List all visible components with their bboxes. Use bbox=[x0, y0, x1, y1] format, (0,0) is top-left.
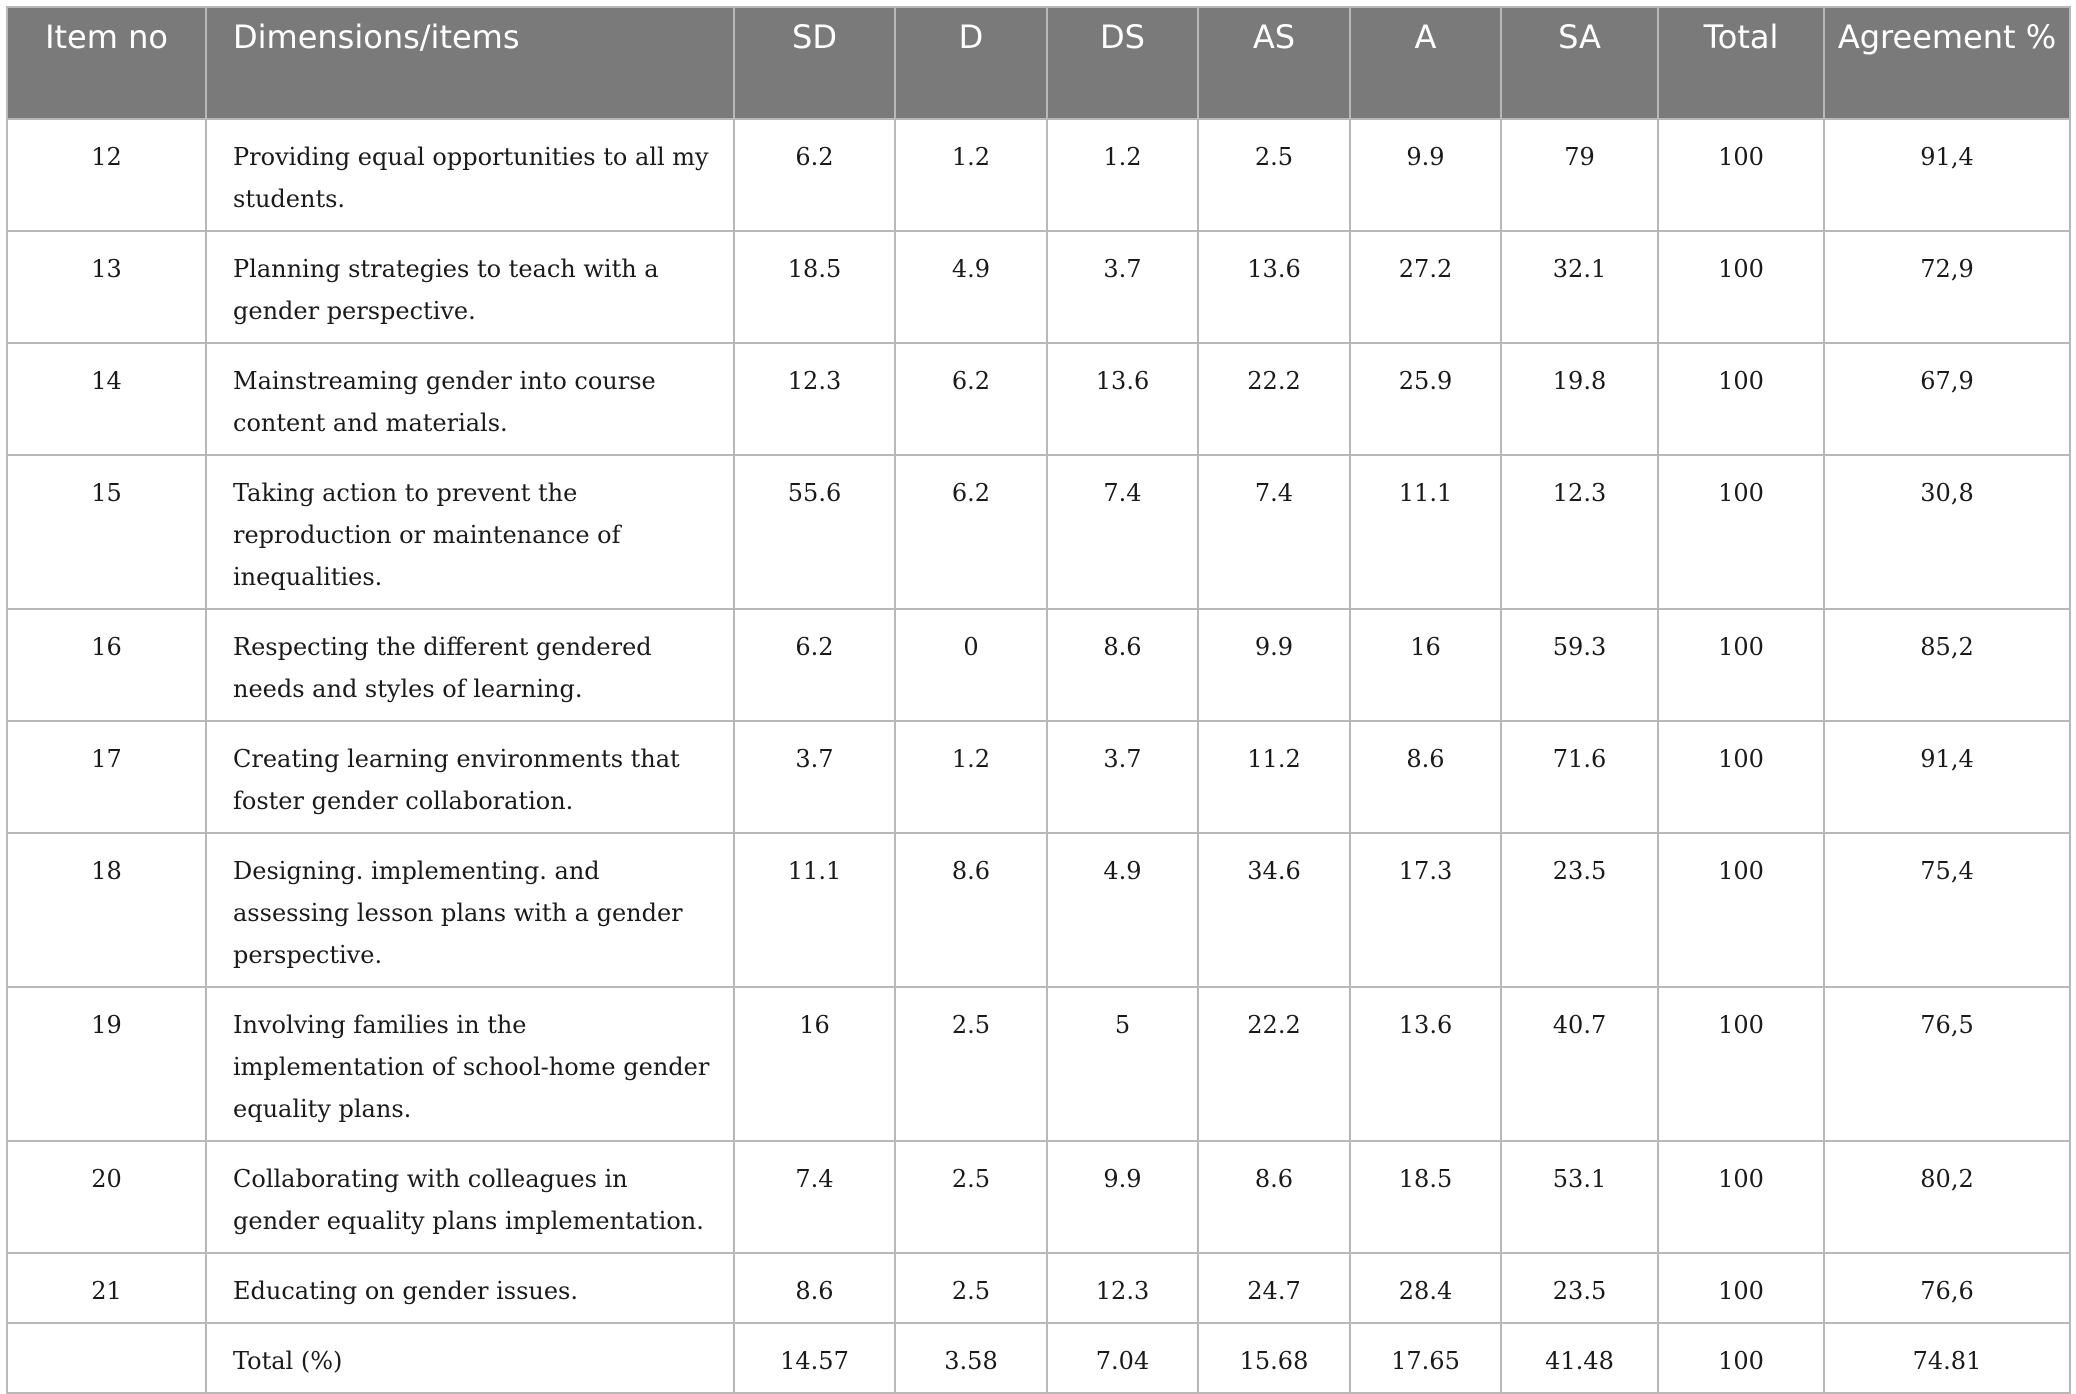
table-row bbox=[7, 1141, 2070, 1253]
cell-item-no bbox=[7, 1323, 206, 1393]
cell-a: 11.1 bbox=[1350, 455, 1501, 609]
cell-total: 100 bbox=[1658, 231, 1824, 343]
total-row bbox=[7, 1323, 2070, 1393]
table-row bbox=[7, 987, 2070, 1141]
cell-as: 24.7 bbox=[1198, 1253, 1350, 1323]
table-body bbox=[7, 119, 2070, 1393]
cell-as: 8.6 bbox=[1198, 1141, 1350, 1253]
cell-a: 27.2 bbox=[1350, 231, 1501, 343]
cell-a: 25.9 bbox=[1350, 343, 1501, 455]
cell-total: 100 bbox=[1658, 455, 1824, 609]
table-header bbox=[7, 7, 2070, 119]
cell-item-no: 16 bbox=[7, 609, 206, 721]
header-ds: DS bbox=[1047, 7, 1198, 119]
cell-agreement: 80,2 bbox=[1824, 1141, 2070, 1253]
cell-item-no: 21 bbox=[7, 1253, 206, 1323]
cell-a: 17.3 bbox=[1350, 833, 1501, 987]
cell-dimension: Respecting the different gendered needs and styles of learning. bbox=[206, 609, 734, 721]
cell-total: 100 bbox=[1658, 119, 1824, 231]
cell-a: 8.6 bbox=[1350, 721, 1501, 833]
cell-d: 1.2 bbox=[895, 721, 1047, 833]
cell-dimension: Providing equal opportunities to all my students. bbox=[206, 119, 734, 231]
cell-ds: 7.04 bbox=[1047, 1323, 1198, 1393]
cell-agreement: 76,5 bbox=[1824, 987, 2070, 1141]
cell-dimension: Involving families in the implementation of school-home gender equality plans. bbox=[206, 987, 734, 1141]
cell-ds: 3.7 bbox=[1047, 721, 1198, 833]
cell-a: 18.5 bbox=[1350, 1141, 1501, 1253]
table-row bbox=[7, 119, 2070, 231]
cell-agreement: 85,2 bbox=[1824, 609, 2070, 721]
gender-perspective-table bbox=[6, 6, 2071, 1394]
cell-sa: 23.5 bbox=[1501, 833, 1658, 987]
cell-sa: 41.48 bbox=[1501, 1323, 1658, 1393]
cell-dimension: Planning strategies to teach with a gender perspective. bbox=[206, 231, 734, 343]
cell-item-no: 14 bbox=[7, 343, 206, 455]
header-sa: SA bbox=[1501, 7, 1658, 119]
cell-d: 1.2 bbox=[895, 119, 1047, 231]
cell-sa: 79 bbox=[1501, 119, 1658, 231]
cell-as: 22.2 bbox=[1198, 343, 1350, 455]
cell-agreement: 30,8 bbox=[1824, 455, 2070, 609]
header-sd: SD bbox=[734, 7, 895, 119]
cell-d: 4.9 bbox=[895, 231, 1047, 343]
cell-total: 100 bbox=[1658, 987, 1824, 1141]
header-total: Total bbox=[1658, 7, 1824, 119]
table-row bbox=[7, 455, 2070, 609]
cell-ds: 4.9 bbox=[1047, 833, 1198, 987]
cell-as: 11.2 bbox=[1198, 721, 1350, 833]
cell-ds: 1.2 bbox=[1047, 119, 1198, 231]
cell-total: 100 bbox=[1658, 1253, 1824, 1323]
cell-dimension: Collaborating with colleagues in gender equality plans implementation. bbox=[206, 1141, 734, 1253]
cell-agreement: 76,6 bbox=[1824, 1253, 2070, 1323]
cell-d: 2.5 bbox=[895, 987, 1047, 1141]
cell-agreement: 67,9 bbox=[1824, 343, 2070, 455]
cell-agreement: 72,9 bbox=[1824, 231, 2070, 343]
cell-item-no: 18 bbox=[7, 833, 206, 987]
header-agreement: Agreement % bbox=[1824, 7, 2070, 119]
header-row bbox=[7, 7, 2070, 119]
cell-total: 100 bbox=[1658, 343, 1824, 455]
table-row bbox=[7, 609, 2070, 721]
cell-sd: 3.7 bbox=[734, 721, 895, 833]
table-row bbox=[7, 833, 2070, 987]
cell-total: 100 bbox=[1658, 1141, 1824, 1253]
cell-ds: 3.7 bbox=[1047, 231, 1198, 343]
cell-sa: 23.5 bbox=[1501, 1253, 1658, 1323]
cell-sa: 12.3 bbox=[1501, 455, 1658, 609]
cell-total: 100 bbox=[1658, 1323, 1824, 1393]
cell-d: 2.5 bbox=[895, 1253, 1047, 1323]
cell-dimension: Designing. implementing. and assessing lesson plans with a gender perspective. bbox=[206, 833, 734, 987]
cell-total: 100 bbox=[1658, 833, 1824, 987]
cell-sd: 16 bbox=[734, 987, 895, 1141]
cell-dimension: Taking action to prevent the reproduction or maintenance of inequalities. bbox=[206, 455, 734, 609]
cell-as: 7.4 bbox=[1198, 455, 1350, 609]
cell-ds: 12.3 bbox=[1047, 1253, 1198, 1323]
cell-dimension: Mainstreaming gender into course content and materials. bbox=[206, 343, 734, 455]
header-d: D bbox=[895, 7, 1047, 119]
cell-item-no: 12 bbox=[7, 119, 206, 231]
header-item-no: Item no bbox=[7, 7, 206, 119]
cell-item-no: 15 bbox=[7, 455, 206, 609]
cell-item-no: 13 bbox=[7, 231, 206, 343]
cell-a: 13.6 bbox=[1350, 987, 1501, 1141]
cell-ds: 9.9 bbox=[1047, 1141, 1198, 1253]
table-row bbox=[7, 231, 2070, 343]
cell-d: 3.58 bbox=[895, 1323, 1047, 1393]
cell-sd: 55.6 bbox=[734, 455, 895, 609]
cell-sa: 40.7 bbox=[1501, 987, 1658, 1141]
cell-sd: 14.57 bbox=[734, 1323, 895, 1393]
cell-dimension: Creating learning environments that foster gender collaboration. bbox=[206, 721, 734, 833]
cell-item-no: 17 bbox=[7, 721, 206, 833]
cell-as: 34.6 bbox=[1198, 833, 1350, 987]
cell-a: 16 bbox=[1350, 609, 1501, 721]
cell-sd: 11.1 bbox=[734, 833, 895, 987]
cell-agreement: 91,4 bbox=[1824, 119, 2070, 231]
cell-sd: 12.3 bbox=[734, 343, 895, 455]
cell-total: 100 bbox=[1658, 609, 1824, 721]
table-row bbox=[7, 721, 2070, 833]
header-as: AS bbox=[1198, 7, 1350, 119]
cell-as: 9.9 bbox=[1198, 609, 1350, 721]
cell-ds: 13.6 bbox=[1047, 343, 1198, 455]
cell-sa: 59.3 bbox=[1501, 609, 1658, 721]
cell-ds: 7.4 bbox=[1047, 455, 1198, 609]
cell-ds: 5 bbox=[1047, 987, 1198, 1141]
cell-agreement: 75,4 bbox=[1824, 833, 2070, 987]
cell-sd: 6.2 bbox=[734, 119, 895, 231]
cell-as: 13.6 bbox=[1198, 231, 1350, 343]
cell-sd: 7.4 bbox=[734, 1141, 895, 1253]
cell-sa: 32.1 bbox=[1501, 231, 1658, 343]
cell-sd: 18.5 bbox=[734, 231, 895, 343]
cell-sd: 8.6 bbox=[734, 1253, 895, 1323]
cell-as: 15.68 bbox=[1198, 1323, 1350, 1393]
table-row bbox=[7, 1253, 2070, 1323]
cell-a: 9.9 bbox=[1350, 119, 1501, 231]
cell-d: 0 bbox=[895, 609, 1047, 721]
cell-dimension: Total (%) bbox=[206, 1323, 734, 1393]
cell-item-no: 19 bbox=[7, 987, 206, 1141]
cell-as: 2.5 bbox=[1198, 119, 1350, 231]
cell-agreement: 91,4 bbox=[1824, 721, 2070, 833]
cell-as: 22.2 bbox=[1198, 987, 1350, 1141]
cell-a: 17.65 bbox=[1350, 1323, 1501, 1393]
cell-ds: 8.6 bbox=[1047, 609, 1198, 721]
table-row bbox=[7, 343, 2070, 455]
cell-total: 100 bbox=[1658, 721, 1824, 833]
cell-sa: 71.6 bbox=[1501, 721, 1658, 833]
header-dimensions: Dimensions/items bbox=[206, 7, 734, 119]
cell-d: 6.2 bbox=[895, 343, 1047, 455]
cell-item-no: 20 bbox=[7, 1141, 206, 1253]
cell-a: 28.4 bbox=[1350, 1253, 1501, 1323]
header-a: A bbox=[1350, 7, 1501, 119]
cell-dimension: Educating on gender issues. bbox=[206, 1253, 734, 1323]
cell-sd: 6.2 bbox=[734, 609, 895, 721]
cell-sa: 53.1 bbox=[1501, 1141, 1658, 1253]
cell-agreement: 74.81 bbox=[1824, 1323, 2070, 1393]
cell-sa: 19.8 bbox=[1501, 343, 1658, 455]
cell-d: 8.6 bbox=[895, 833, 1047, 987]
cell-d: 2.5 bbox=[895, 1141, 1047, 1253]
cell-d: 6.2 bbox=[895, 455, 1047, 609]
